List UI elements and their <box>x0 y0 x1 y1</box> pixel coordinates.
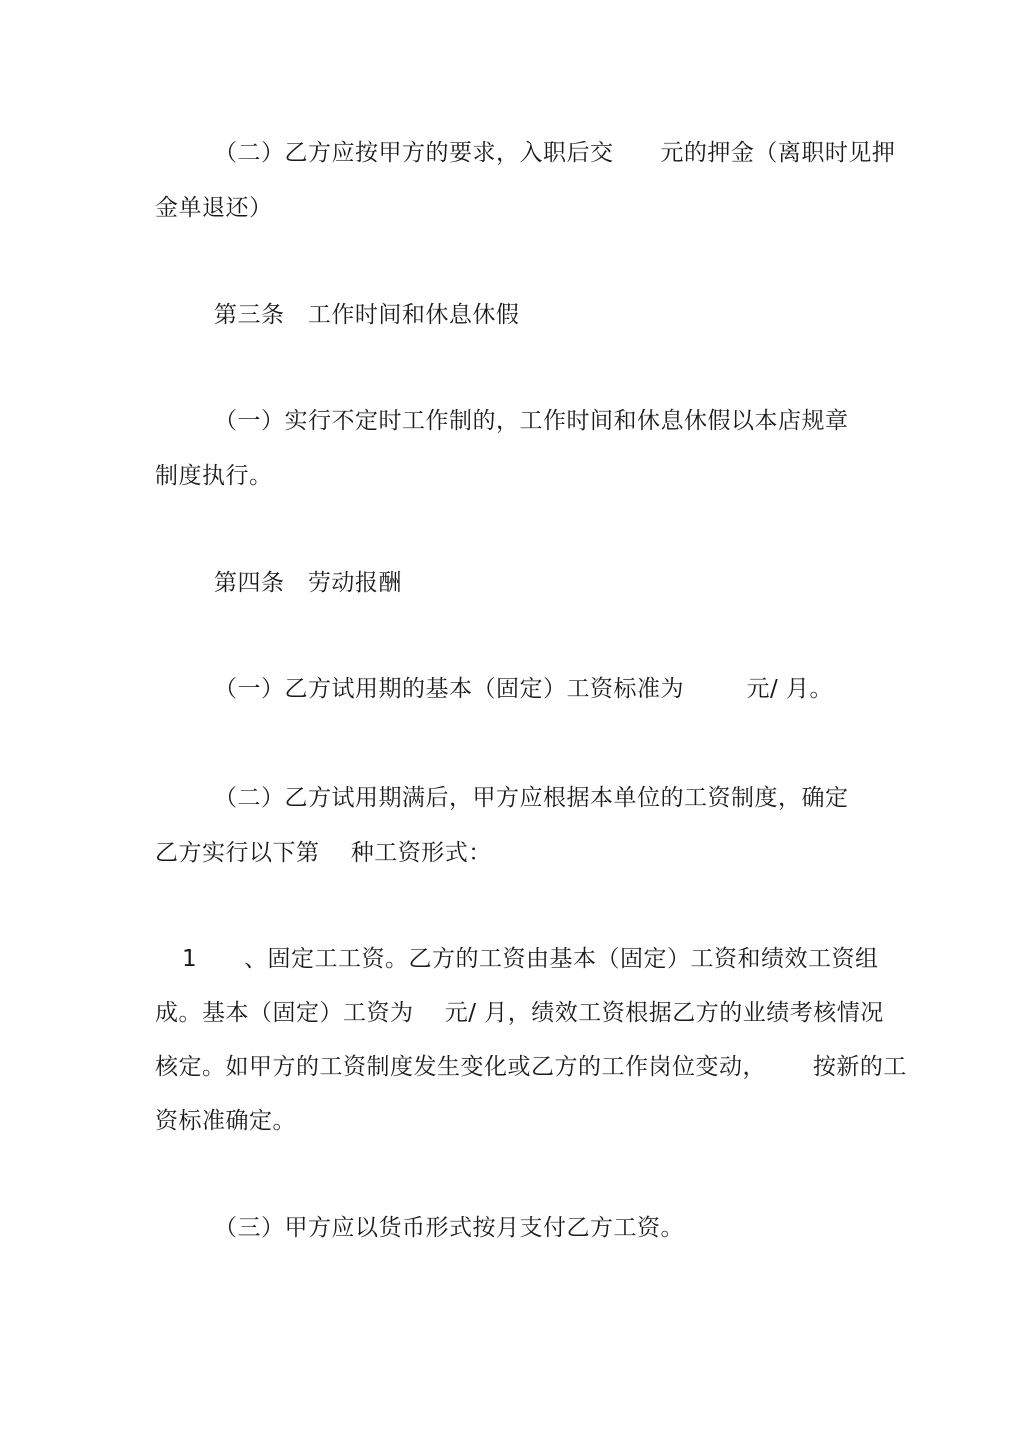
clause-4-2-line-2: 乙方实行以下第 种工资形式： <box>155 840 492 866</box>
clause-3-1-line-2: 制度执行。 <box>155 463 273 489</box>
item-1-fixed-wage-line-1: 1 、固定工工资。乙方的工资由基本（固定）工资和绩效工资组 <box>182 946 879 972</box>
clause-2-2-deposit-line-1: （二）乙方应按甲方的要求，入职后交 元的押金（离职时见押 <box>214 140 896 166</box>
clause-2-2-deposit-line-2: 金单退还） <box>155 195 273 221</box>
clause-4-3-payment: （三）甲方应以货币形式按月支付乙方工资。 <box>214 1215 684 1241</box>
clause-3-1-line-1: （一）实行不定时工作制的，工作时间和休息休假以本店规章 <box>214 408 849 434</box>
item-1-fixed-wage-line-2: 成。基本（固定）工资为 元/ 月，绩效工资根据乙方的业绩考核情况 <box>155 1000 884 1026</box>
clause-4-2-line-1: （二）乙方试用期满后，甲方应根据本单位的工资制度，确定 <box>214 785 849 811</box>
article-3-heading: 第三条 工作时间和休息休假 <box>214 302 520 328</box>
item-1-fixed-wage-line-3: 核定。如甲方的工资制度发生变化或乙方的工作岗位变动， 按新的工 <box>155 1054 907 1080</box>
item-1-fixed-wage-line-4: 资标准确定。 <box>155 1108 296 1134</box>
article-4-heading: 第四条 劳动报酬 <box>214 570 402 596</box>
clause-4-1-probation-wage: （一）乙方试用期的基本（固定）工资标准为 元/ 月。 <box>214 676 834 702</box>
